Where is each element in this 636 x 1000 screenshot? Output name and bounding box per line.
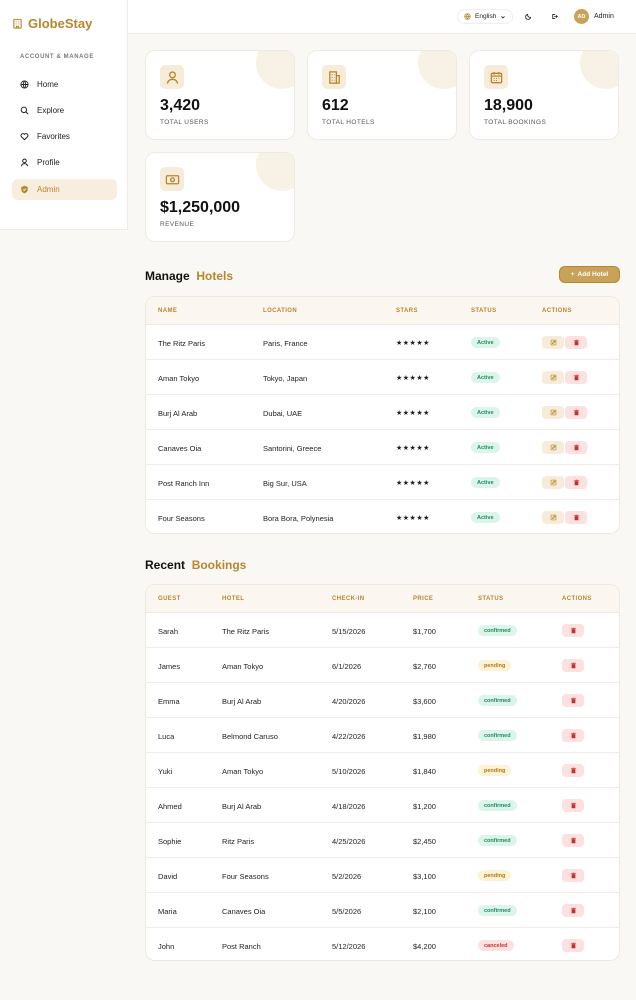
delete-booking-button[interactable] xyxy=(562,869,584,882)
guest-name: Ahmed xyxy=(158,802,182,811)
edit-icon xyxy=(550,514,557,521)
checkin-date: 4/22/2026 xyxy=(332,732,366,741)
table-header: GUEST HOTEL CHECK-IN PRICE STATUS ACTIONS xyxy=(146,585,619,613)
shield-icon xyxy=(20,185,29,194)
guest-name: Emma xyxy=(158,697,180,706)
trash-icon xyxy=(570,802,577,809)
table-row xyxy=(146,360,619,395)
booking-hotel: Aman Tokyo xyxy=(222,767,264,776)
sidebar-item-label: Profile xyxy=(37,158,60,167)
checkin-date: 5/2/2026 xyxy=(332,872,362,881)
booking-hotel: Four Seasons xyxy=(222,872,269,881)
table-row xyxy=(146,823,619,858)
table-row xyxy=(146,500,619,534)
guest-name: Luca xyxy=(158,732,175,741)
language-selector[interactable] xyxy=(457,9,513,24)
booking-price: $1,200 xyxy=(413,802,436,811)
trash-icon xyxy=(573,514,580,521)
trash-icon xyxy=(573,444,580,451)
booking-price: $2,760 xyxy=(413,662,436,671)
status-badge: Active xyxy=(471,372,500,383)
checkin-date: 5/15/2026 xyxy=(332,627,366,636)
sidebar-item-label: Home xyxy=(37,80,59,89)
table-row xyxy=(146,648,619,683)
delete-booking-button[interactable] xyxy=(562,904,584,917)
stat-value: $1,250,000 xyxy=(160,199,241,216)
delete-hotel-button[interactable] xyxy=(565,441,587,454)
booking-price: $1,840 xyxy=(413,767,436,776)
table-row xyxy=(146,395,619,430)
hotel-stars: ★★★★★ xyxy=(396,515,430,522)
hotels-table xyxy=(145,296,620,534)
booking-price: $2,100 xyxy=(413,907,436,916)
sidebar xyxy=(0,0,128,230)
delete-booking-button[interactable] xyxy=(562,834,584,847)
trash-icon xyxy=(570,662,577,669)
hotel-stars: ★★★★★ xyxy=(396,340,430,347)
delete-booking-button[interactable] xyxy=(562,939,584,952)
guest-name: James xyxy=(158,662,181,671)
status-badge: confirmed xyxy=(478,905,517,916)
edit-icon xyxy=(550,339,557,346)
hotel-name: Post Ranch Inn xyxy=(158,479,210,488)
sidebar-item-favorites[interactable] xyxy=(12,126,117,147)
table-row xyxy=(146,893,619,928)
sidebar-item-label: Admin xyxy=(37,185,60,194)
status-badge: confirmed xyxy=(478,730,517,741)
status-badge: pending xyxy=(478,660,511,671)
hotel-icon xyxy=(12,18,23,29)
hotels-section-title: Manage Hotels xyxy=(145,269,234,283)
edit-icon xyxy=(550,444,557,451)
delete-booking-button[interactable] xyxy=(562,799,584,812)
stat-label: TOTAL USERS xyxy=(160,119,209,126)
hotel-location: Paris, France xyxy=(263,339,308,348)
table-row xyxy=(146,928,619,961)
language-label: English xyxy=(475,13,497,20)
guest-name: John xyxy=(158,942,175,951)
trash-icon xyxy=(570,697,577,704)
status-badge: pending xyxy=(478,870,511,881)
logout-button[interactable] xyxy=(548,10,560,22)
booking-price: $1,700 xyxy=(413,627,436,636)
delete-hotel-button[interactable] xyxy=(565,371,587,384)
hotel-name: Four Seasons xyxy=(158,514,205,523)
status-badge: Active xyxy=(471,337,500,348)
booking-price: $4,200 xyxy=(413,942,436,951)
stat-label: TOTAL BOOKINGS xyxy=(484,119,547,126)
stat-label: REVENUE xyxy=(160,221,195,228)
table-header: NAME LOCATION STARS STATUS ACTIONS xyxy=(146,297,619,325)
status-badge: Active xyxy=(471,477,500,488)
hotel-name: The Ritz Paris xyxy=(158,339,206,348)
bookings-table xyxy=(145,584,620,961)
guest-name: Yuki xyxy=(158,767,173,776)
checkin-date: 5/10/2026 xyxy=(332,767,366,776)
status-badge: pending xyxy=(478,765,511,776)
trash-icon xyxy=(570,872,577,879)
brand-logo[interactable] xyxy=(12,16,92,31)
delete-booking-button[interactable] xyxy=(562,694,584,707)
booking-price: $2,450 xyxy=(413,837,436,846)
checkin-date: 4/25/2026 xyxy=(332,837,366,846)
hotel-location: Santorini, Greece xyxy=(263,444,322,453)
cash-icon xyxy=(160,167,184,191)
stat-card-revenue xyxy=(145,152,295,242)
status-badge: confirmed xyxy=(478,625,517,636)
trash-icon xyxy=(573,409,580,416)
trash-icon xyxy=(573,339,580,346)
status-badge: confirmed xyxy=(478,835,517,846)
booking-hotel: Ritz Paris xyxy=(222,837,255,846)
add-hotel-button[interactable]: + Add Hotel xyxy=(559,266,620,283)
trash-icon xyxy=(573,374,580,381)
delete-booking-button[interactable] xyxy=(562,764,584,777)
sidebar-item-label: Favorites xyxy=(37,132,70,141)
edit-hotel-button[interactable] xyxy=(542,371,564,384)
booking-hotel: Burj Al Arab xyxy=(222,802,262,811)
user-menu[interactable] xyxy=(574,9,614,24)
trash-icon xyxy=(570,907,577,914)
avatar: AD xyxy=(574,9,589,24)
booking-price: $3,600 xyxy=(413,697,436,706)
bookings-section-title: Recent Bookings xyxy=(145,558,247,572)
hotel-location: Bora Bora, Polynesia xyxy=(263,514,334,523)
search-icon xyxy=(20,106,29,115)
status-badge: canceled xyxy=(478,940,514,951)
booking-hotel: Aman Tokyo xyxy=(222,662,264,671)
guest-name: David xyxy=(158,872,178,881)
hotel-location: Tokyo, Japan xyxy=(263,374,308,383)
booking-price: $1,980 xyxy=(413,732,436,741)
table-row xyxy=(146,325,619,360)
booking-hotel: Canaves Oia xyxy=(222,907,266,916)
checkin-date: 5/12/2026 xyxy=(332,942,366,951)
delete-hotel-button[interactable] xyxy=(565,476,587,489)
stat-value: 18,900 xyxy=(484,97,533,114)
hotel-stars: ★★★★★ xyxy=(396,480,430,487)
booking-hotel: Burj Al Arab xyxy=(222,697,262,706)
edit-hotel-button[interactable] xyxy=(542,441,564,454)
table-row xyxy=(146,718,619,753)
booking-hotel: Belmond Caruso xyxy=(222,732,278,741)
delete-hotel-button[interactable] xyxy=(565,336,587,349)
hotel-location: Big Sur, USA xyxy=(263,479,307,488)
edit-hotel-button[interactable] xyxy=(542,476,564,489)
edit-hotel-button[interactable] xyxy=(542,336,564,349)
moon-icon xyxy=(525,13,532,20)
delete-booking-button[interactable] xyxy=(562,729,584,742)
user-icon xyxy=(160,65,184,89)
trash-icon xyxy=(570,942,577,949)
hotel-name: Canaves Oia xyxy=(158,444,202,453)
status-badge: confirmed xyxy=(478,800,517,811)
guest-name: Sarah xyxy=(158,627,179,636)
stat-card-hotels xyxy=(307,50,457,140)
hotel-name: Burj Al Arab xyxy=(158,409,198,418)
trash-icon xyxy=(570,627,577,634)
hotel-name: Aman Tokyo xyxy=(158,374,200,383)
status-badge: Active xyxy=(471,407,500,418)
checkin-date: 4/18/2026 xyxy=(332,802,366,811)
hotel-location: Dubai, UAE xyxy=(263,409,303,418)
delete-booking-button[interactable] xyxy=(562,624,584,637)
booking-hotel: Post Ranch xyxy=(222,942,261,951)
plus-icon: + xyxy=(570,271,575,278)
edit-hotel-button[interactable] xyxy=(542,406,564,419)
edit-icon xyxy=(550,409,557,416)
table-row xyxy=(146,753,619,788)
sidebar-item-admin[interactable] xyxy=(12,179,117,200)
brand-name: GlobeStay xyxy=(28,16,93,31)
status-badge: Active xyxy=(471,512,500,523)
building-icon xyxy=(322,65,346,89)
status-badge: Active xyxy=(471,442,500,453)
user-name: Admin xyxy=(594,13,614,20)
table-row xyxy=(146,788,619,823)
hotel-stars: ★★★★★ xyxy=(396,445,430,452)
edit-icon xyxy=(550,479,557,486)
stat-value: 3,420 xyxy=(160,97,201,114)
table-row xyxy=(146,683,619,718)
sidebar-item-explore[interactable] xyxy=(12,100,117,121)
sidebar-item-home[interactable] xyxy=(12,74,117,95)
table-row xyxy=(146,858,619,893)
trash-icon xyxy=(570,767,577,774)
trash-icon xyxy=(570,732,577,739)
booking-price: $3,100 xyxy=(413,872,436,881)
stat-card-bookings xyxy=(469,50,619,140)
checkin-date: 6/1/2026 xyxy=(332,662,362,671)
table-row xyxy=(146,430,619,465)
logout-icon xyxy=(551,13,558,20)
chevron-down-icon xyxy=(500,14,506,20)
stat-label: TOTAL HOTELS xyxy=(322,119,375,126)
edit-hotel-button[interactable] xyxy=(542,511,564,524)
sidebar-item-profile[interactable] xyxy=(12,152,117,173)
theme-toggle-button[interactable] xyxy=(522,10,534,22)
stat-card-users xyxy=(145,50,295,140)
checkin-date: 4/20/2026 xyxy=(332,697,366,706)
globe-icon xyxy=(464,13,471,20)
calendar-icon xyxy=(484,65,508,89)
delete-booking-button[interactable] xyxy=(562,659,584,672)
trash-icon xyxy=(573,479,580,486)
table-row xyxy=(146,613,619,648)
sidebar-item-label: Explore xyxy=(37,106,65,115)
trash-icon xyxy=(570,837,577,844)
hotel-stars: ★★★★★ xyxy=(396,375,430,382)
delete-hotel-button[interactable] xyxy=(565,511,587,524)
delete-hotel-button[interactable] xyxy=(565,406,587,419)
stat-value: 612 xyxy=(322,97,349,114)
guest-name: Maria xyxy=(158,907,177,916)
globe-icon xyxy=(20,80,29,89)
status-badge: confirmed xyxy=(478,695,517,706)
checkin-date: 5/5/2026 xyxy=(332,907,362,916)
user-icon xyxy=(20,158,29,167)
topbar xyxy=(128,0,636,34)
guest-name: Sophie xyxy=(158,837,182,846)
sidebar-section-label: ACCOUNT & MANAGE xyxy=(20,54,94,60)
hotel-stars: ★★★★★ xyxy=(396,410,430,417)
edit-icon xyxy=(550,374,557,381)
heart-icon xyxy=(20,132,29,141)
table-row xyxy=(146,465,619,500)
booking-hotel: The Ritz Paris xyxy=(222,627,270,636)
